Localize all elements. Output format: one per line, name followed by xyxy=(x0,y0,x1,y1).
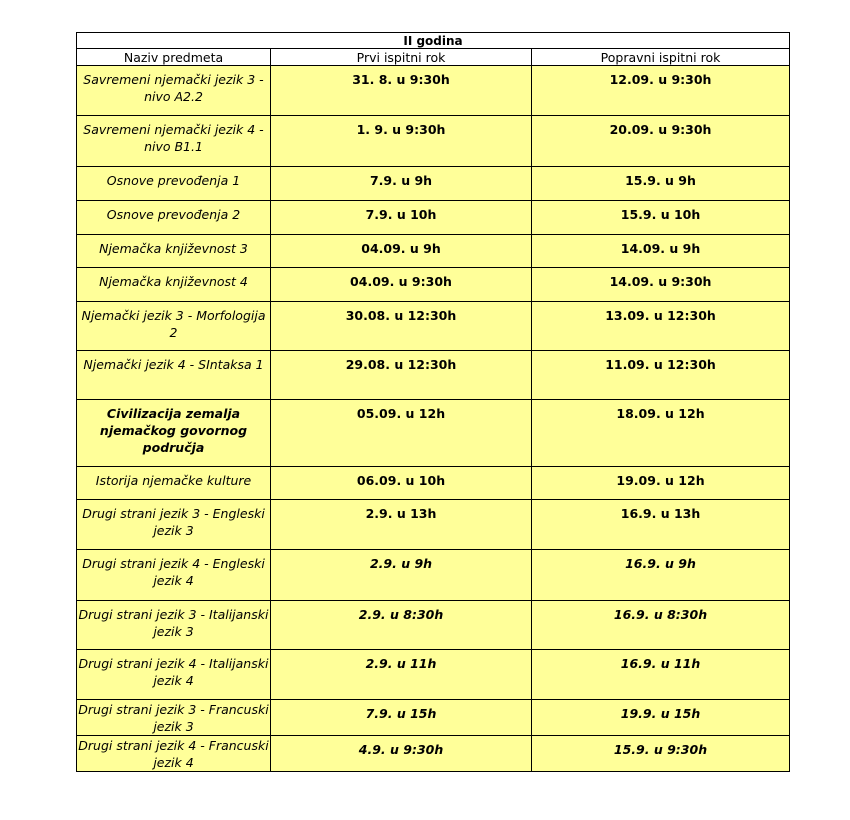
subject-cell: Njemačka književnost 4 xyxy=(77,268,271,302)
retake-term-cell: 18.09. u 12h xyxy=(532,400,790,467)
retake-term-cell: 16.9. u 11h xyxy=(532,650,790,700)
first-term-cell: 05.09. u 12h xyxy=(271,400,532,467)
table-row xyxy=(77,66,790,116)
subject-cell: Savremeni njemački jezik 4 - nivo B1.1 xyxy=(77,116,271,167)
table-row xyxy=(77,268,790,302)
subject-cell: Njemački jezik 4 - SIntaksa 1 xyxy=(77,351,271,400)
first-term-cell: 30.08. u 12:30h xyxy=(271,302,532,351)
first-term-cell: 06.09. u 10h xyxy=(271,467,532,500)
header-first-term: Prvi ispitni rok xyxy=(271,49,532,66)
subject-cell: Drugi strani jezik 4 - Italijanski jezik 4 xyxy=(77,650,271,700)
first-term-cell: 31. 8. u 9:30h xyxy=(271,66,532,116)
retake-term-cell: 15.9. u 9h xyxy=(532,167,790,201)
first-term-cell: 2.9. u 8:30h xyxy=(271,601,532,650)
table-row xyxy=(77,235,790,268)
table-title-row xyxy=(77,33,790,49)
table-header-row xyxy=(77,49,790,66)
subject-cell: Osnove prevođenja 2 xyxy=(77,201,271,235)
table-title: II godina xyxy=(77,33,790,49)
subject-cell: Drugi strani jezik 3 - Engleski jezik 3 xyxy=(77,500,271,550)
first-term-cell: 4.9. u 9:30h xyxy=(271,736,532,772)
subject-cell: Drugi strani jezik 4 - Francuski jezik 4 xyxy=(77,736,271,772)
retake-term-cell: 20.09. u 9:30h xyxy=(532,116,790,167)
table-row xyxy=(77,736,790,772)
first-term-cell: 1. 9. u 9:30h xyxy=(271,116,532,167)
subject-cell: Njemački jezik 3 - Morfologija 2 xyxy=(77,302,271,351)
subject-cell: Drugi strani jezik 4 - Engleski jezik 4 xyxy=(77,550,271,601)
subject-cell: Istorija njemačke kulture xyxy=(77,467,271,500)
subject-cell: Savremeni njemački jezik 3 - nivo A2.2 xyxy=(77,66,271,116)
table-row xyxy=(77,500,790,550)
table-row xyxy=(77,700,790,736)
first-term-cell: 29.08. u 12:30h xyxy=(271,351,532,400)
table-row xyxy=(77,601,790,650)
subject-cell: Osnove prevođenja 1 xyxy=(77,167,271,201)
retake-term-cell: 16.9. u 8:30h xyxy=(532,601,790,650)
table-row xyxy=(77,467,790,500)
table-row xyxy=(77,400,790,467)
table-row xyxy=(77,201,790,235)
header-retake-term: Popravni ispitni rok xyxy=(532,49,790,66)
retake-term-cell: 14.09. u 9:30h xyxy=(532,268,790,302)
retake-term-cell: 12.09. u 9:30h xyxy=(532,66,790,116)
retake-term-cell: 16.9. u 13h xyxy=(532,500,790,550)
retake-term-cell: 15.9. u 9:30h xyxy=(532,736,790,772)
first-term-cell: 7.9. u 9h xyxy=(271,167,532,201)
subject-cell: Drugi strani jezik 3 - Francuski jezik 3 xyxy=(77,700,271,736)
retake-term-cell: 15.9. u 10h xyxy=(532,201,790,235)
first-term-cell: 7.9. u 10h xyxy=(271,201,532,235)
retake-term-cell: 11.09. u 12:30h xyxy=(532,351,790,400)
first-term-cell: 04.09. u 9h xyxy=(271,235,532,268)
table-row xyxy=(77,116,790,167)
subject-cell: Civilizacija zemalja njemačkog govornog područja xyxy=(77,400,271,467)
first-term-cell: 2.9. u 11h xyxy=(271,650,532,700)
retake-term-cell: 14.09. u 9h xyxy=(532,235,790,268)
table-row xyxy=(77,302,790,351)
first-term-cell: 04.09. u 9:30h xyxy=(271,268,532,302)
table-row xyxy=(77,351,790,400)
exam-schedule-table xyxy=(76,32,790,772)
retake-term-cell: 19.09. u 12h xyxy=(532,467,790,500)
table-row xyxy=(77,650,790,700)
retake-term-cell: 19.9. u 15h xyxy=(532,700,790,736)
header-subject: Naziv predmeta xyxy=(77,49,271,66)
retake-term-cell: 16.9. u 9h xyxy=(532,550,790,601)
first-term-cell: 2.9. u 9h xyxy=(271,550,532,601)
subject-cell: Njemačka književnost 3 xyxy=(77,235,271,268)
table-row xyxy=(77,550,790,601)
first-term-cell: 2.9. u 13h xyxy=(271,500,532,550)
table-row xyxy=(77,167,790,201)
retake-term-cell: 13.09. u 12:30h xyxy=(532,302,790,351)
subject-cell: Drugi strani jezik 3 - Italijanski jezik 3 xyxy=(77,601,271,650)
first-term-cell: 7.9. u 15h xyxy=(271,700,532,736)
